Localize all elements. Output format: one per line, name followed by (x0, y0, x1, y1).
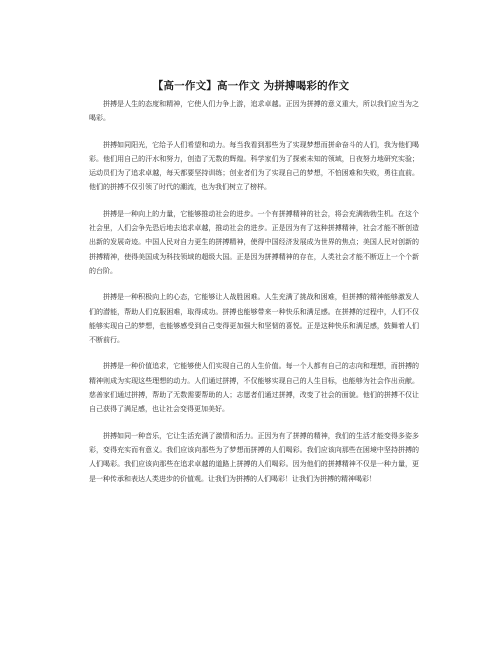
paragraph-1: 拼搏是人生的态度和精神，它使人们力争上游，追求卓越。正因为拼搏的意义重大，所以我们应当为之喝彩。 (89, 100, 419, 123)
paragraph-3: 拼搏是一种向上的力量，它能够推动社会的进步。一个有拼搏精神的社会，将会充满勃勃生机。在这个社会里，人们会争先恐后地去追求卓越，推动社会的进步。正是因为有了这种拼搏精神，社会才能不断创造出新的发展奇迹。中国人民对自力更生的拼搏精神，使得中国经济发展成为世界的焦点；美国人民对创新的拼搏精神，使得美国成为科技领域的超级大国。正是因为拼搏精神的存在，人类社会才能不断迈上一个个新的台阶。 (89, 209, 419, 275)
paragraph-5: 拼搏是一种价值追求，它能够使人们实现自己的人生价值。每一个人都有自己的志向和理想，而拼搏的精神则成为实现这些理想的动力。人们通过拼搏，不仅能够实现自己的人生目标，也能够为社会作出贡献。慈善家们通过拼搏，帮助了无数需要帮助的人；志愿者们通过拼搏，改变了社会的面貌。他们的拼搏不仅让自己获得了满足感，也让社会变得更加美好。 (89, 362, 419, 414)
document-title: 【高一作文】高一作文 为拼搏喝彩的作文 (152, 80, 350, 92)
paragraph-6: 拼搏如同一种音乐，它让生活充满了激情和活力。正因为有了拼搏的精神，我们的生活才能变得多姿多彩，变得充实而有意义。我们应该向那些为了梦想而拼搏的人们喝彩。我们应该向那些在困境中坚持拼搏的人们喝彩。我们应该向那些在追求卓越的道路上拼搏的人们喝彩。因为他们的拼搏精神不仅是一种力量，更是一种传承和表达人类进步的价值观。让我们为拼搏的人们喝彩！让我们为拼搏的精神喝彩！ (89, 431, 419, 483)
document-body (89, 97, 419, 498)
paragraph-4: 拼搏是一种积极向上的心态，它能够让人战胜困难。人生充满了挑战和困难，但拼搏的精神能够激发人们的潜能，帮助人们克服困难，取得成功。拼搏也能够带来一种快乐和满足感。在拼搏的过程中，人们不仅能够实现自己的梦想，也能够感受到自己变得更加强大和坚韧的喜悦。正是这种快乐和满足感，鼓舞着人们不断前行。 (89, 293, 419, 345)
paragraph-2: 拼搏如同阳光，它给予人们希望和动力。每当我看到那些为了实现梦想而拼命奋斗的人们，我为他们喝彩。他们用自己的汗水和努力，创造了无数的辉煌。科学家们为了探索未知的领域，日夜努力地研究实验；运动员们为了追求卓越，每天都要坚持训练；创业者们为了实现自己的梦想，不怕困难和失败，勇往直前。他们的拼搏不仅引领了时代的潮流，也为我们树立了榜样。 (89, 140, 419, 192)
